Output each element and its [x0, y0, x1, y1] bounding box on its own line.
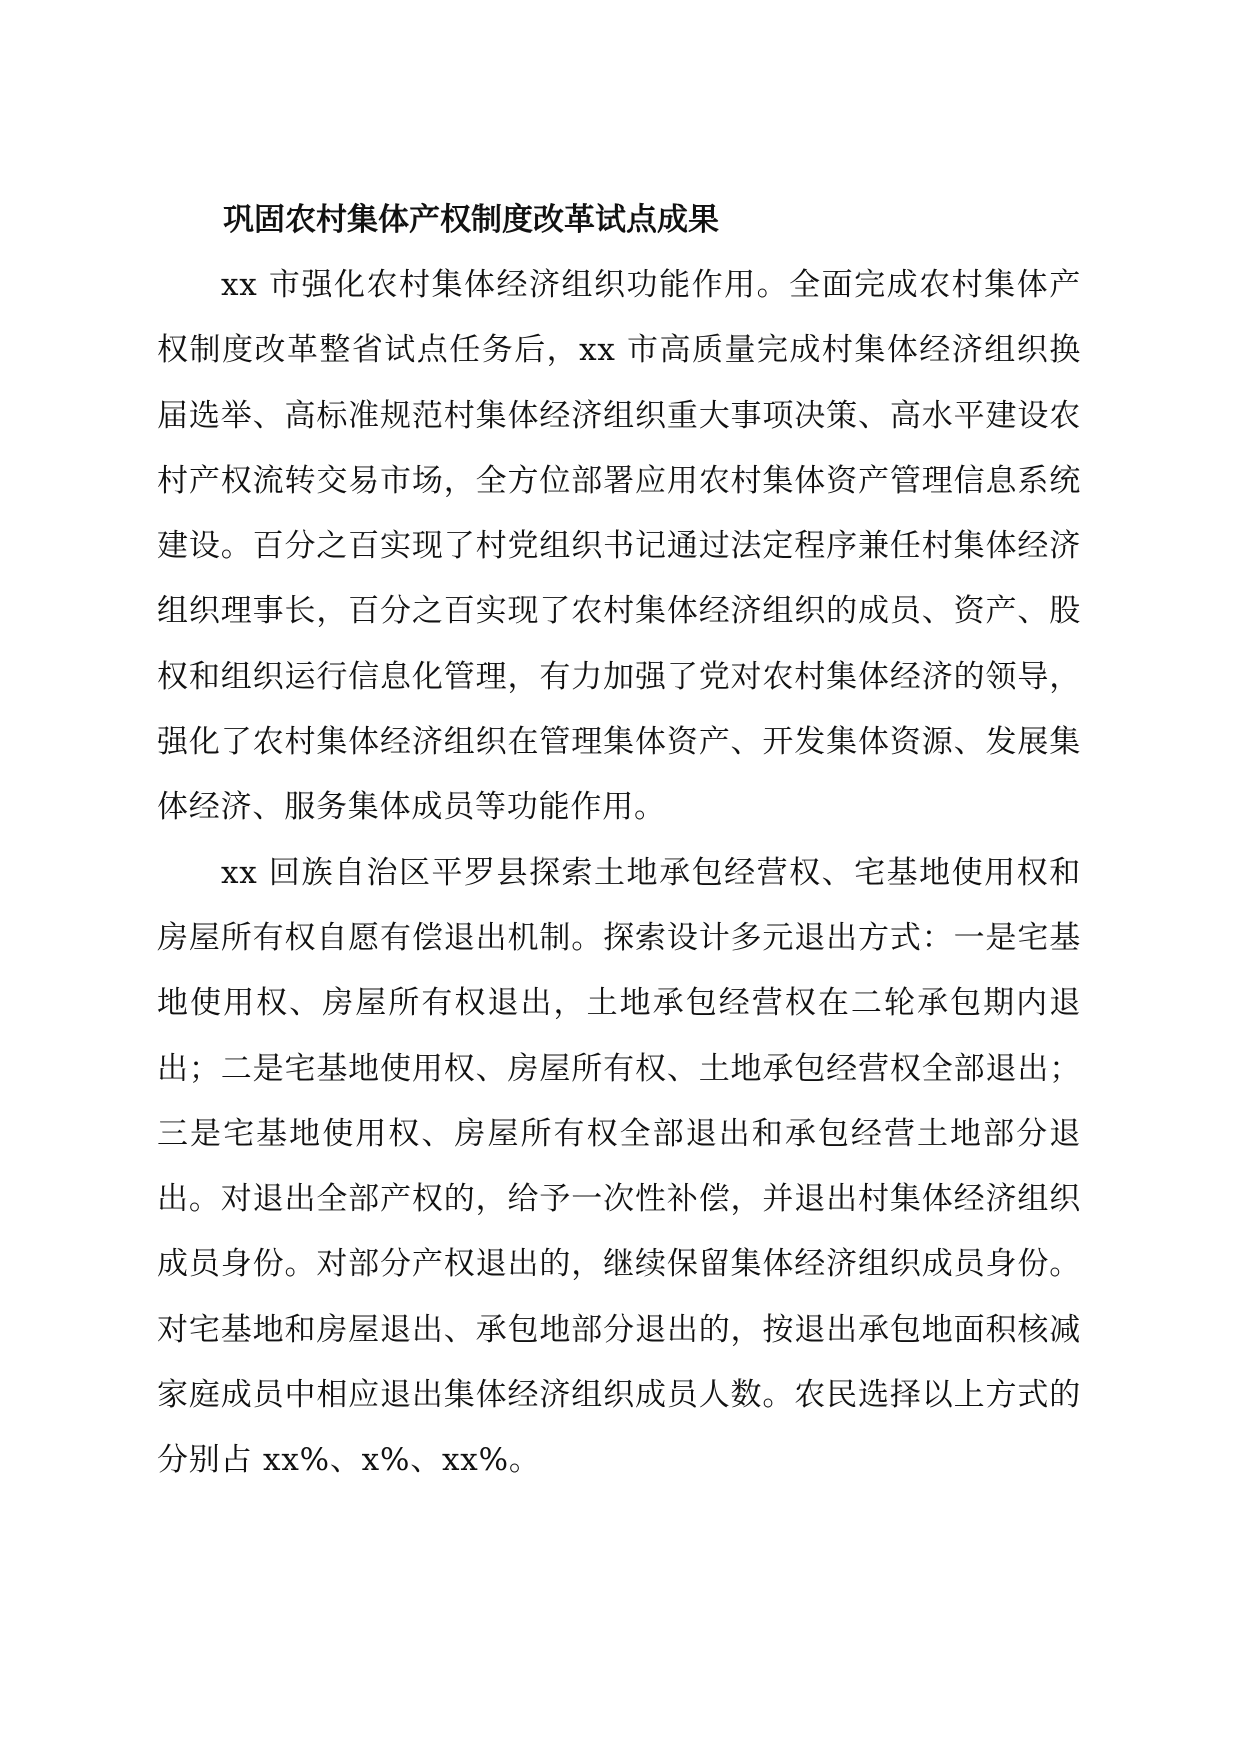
paragraph-1: xx 市强化农村集体经济组织功能作用。全面完成农村集体产权制度改革整省试点任务后，xx 市高质量完成村集体经济组织换届选举、高标准规范村集体经济组织重大事项决策、高水平建设农村产权流转交易市场，全方位部署应用农村集体资产管理信息系统建设。百分之百实现了村党组织书记通过法定程序兼任村集体经济组织理事长，百分之百实现了农村集体经济组织的成员、资产、股权和组织运行信息化管理，有力加强了党对农村集体经济的领导，强化了农村集体经济组织在管理集体资产、开发集体资源、发展集体经济、服务集体成员等功能作用。 [157, 267, 1081, 826]
paragraph-2: xx 回族自治区平罗县探索土地承包经营权、宅基地使用权和房屋所有权自愿有偿退出机制。探索设计多元退出方式：一是宅基地使用权、房屋所有权退出，土地承包经营权在二轮承包期内退出；二是宅基地使用权、房屋所有权、土地承包经营权全部退出；三是宅基地使用权、房屋所有权全部退出和承包经营土地部分退出。对退出全部产权的，给予一次性补偿，并退出村集体经济组织成员身份。对部分产权退出的，继续保留集体经济组织成员身份。对宅基地和房屋退出、承包地部分退出的，按退出承包地面积核减家庭成员中相应退出集体经济组织成员人数。农民选择以上方式的分别占 xx%、x%、xx%。 [157, 854, 1081, 1479]
section-title: 巩固农村集体产权制度改革试点成果 [223, 202, 719, 238]
document-body [157, 188, 1081, 1494]
